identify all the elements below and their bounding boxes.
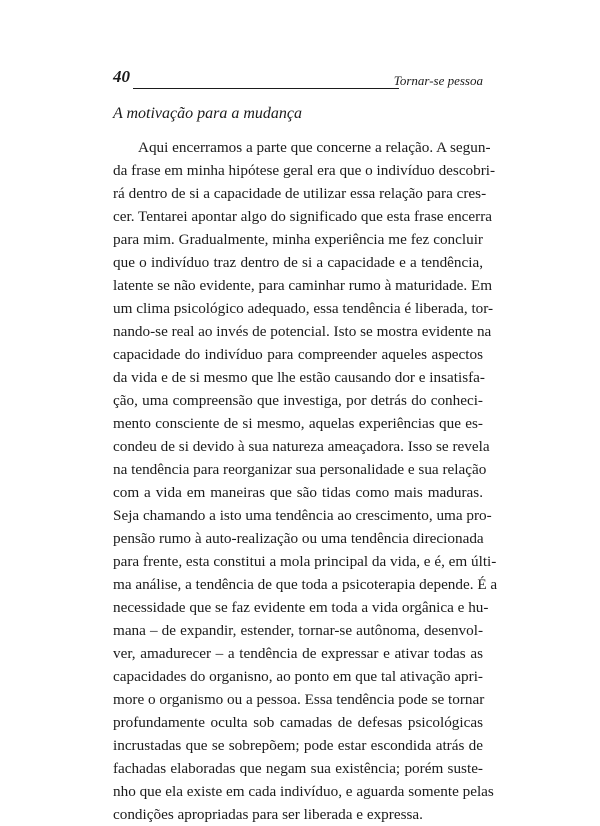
text-line: para frente, esta constitui a mola principal da vida, e é, em últi- (113, 553, 497, 570)
header-rule (133, 88, 399, 89)
text-line: ver, amadurecer – a tendência de expressar e ativar todas as (113, 645, 483, 662)
text-line: mento consciente de si mesmo, aquelas experiências que es- (113, 415, 483, 432)
text-line: na tendência para reorganizar sua personalidade e sua relação (113, 461, 487, 478)
running-head (113, 64, 483, 90)
text-line: Aqui encerramos a parte que concerne a relação. A segun- (138, 139, 491, 156)
text-line: condeu de si devido à sua natureza ameaçadora. Isso se revela (113, 438, 490, 455)
text-line: da vida e de si mesmo que lhe estão causando dor e insatisfa- (113, 369, 485, 386)
text-line: da frase em minha hipótese geral era que o indivíduo descobri- (113, 162, 496, 179)
text-line: condições apropriadas para ser liberada e expressa. (113, 806, 423, 823)
text-line: ção, uma compreensão que investiga, por detrás do conheci- (113, 392, 483, 409)
text-line: nando-se real ao invés de potencial. Isto se mostra evidente na (113, 323, 492, 340)
section-heading: A motivação para a mudança (113, 105, 303, 122)
text-line: more o organismo ou a pessoa. Essa tendência pode se tornar (113, 691, 485, 708)
text-line: fachadas elaboradas que negam sua existência; porém suste- (113, 760, 483, 777)
text-line: incrustadas que se sobrepõem; pode estar escondida atrás de (113, 737, 483, 754)
book-title: Tornar-se pessoa (393, 73, 483, 88)
text-line: profundamente oculta sob camadas de defesas psicológicas (113, 714, 483, 731)
text-line: com a vida em maneiras que são tidas como mais maduras. (113, 484, 483, 501)
text-line: para mim. Gradualmente, minha experiência me fez concluir (113, 231, 483, 248)
text-line: latente se não evidente, para caminhar rumo à maturidade. Em (113, 277, 493, 294)
page-number: 40 (113, 67, 130, 86)
text-line: capacidades do organisno, ao ponto em que tal ativação apri- (113, 668, 483, 685)
text-line: rá dentro de si a capacidade de utilizar essa relação para cres- (113, 185, 487, 202)
text-line: ma análise, a tendência de que toda a psicoterapia depende. É a (113, 576, 498, 593)
body-paragraph (113, 136, 498, 826)
text-line: mana – de expandir, estender, tornar-se autônoma, desenvol- (113, 622, 483, 639)
text-line: que o indivíduo traz dentro de si a capacidade e a tendência, (113, 254, 483, 271)
text-line: Seja chamando a isto uma tendência ao crescimento, uma pro- (113, 507, 492, 524)
text-line: necessidade que se faz evidente em toda a vida orgânica e hu- (113, 599, 489, 616)
text-line: um clima psicológico adequado, essa tendência é liberada, tor- (113, 300, 494, 317)
text-line: cer. Tentarei apontar algo do significado que esta frase encerra (113, 208, 493, 225)
text-line: pensão rumo à auto-realização ou uma tendência direcionada (113, 530, 484, 547)
text-line: capacidade do indivíduo para compreender aqueles aspectos (113, 346, 483, 363)
text-line: nho que ela existe em cada indivíduo, e aguarda somente pelas (113, 783, 494, 800)
